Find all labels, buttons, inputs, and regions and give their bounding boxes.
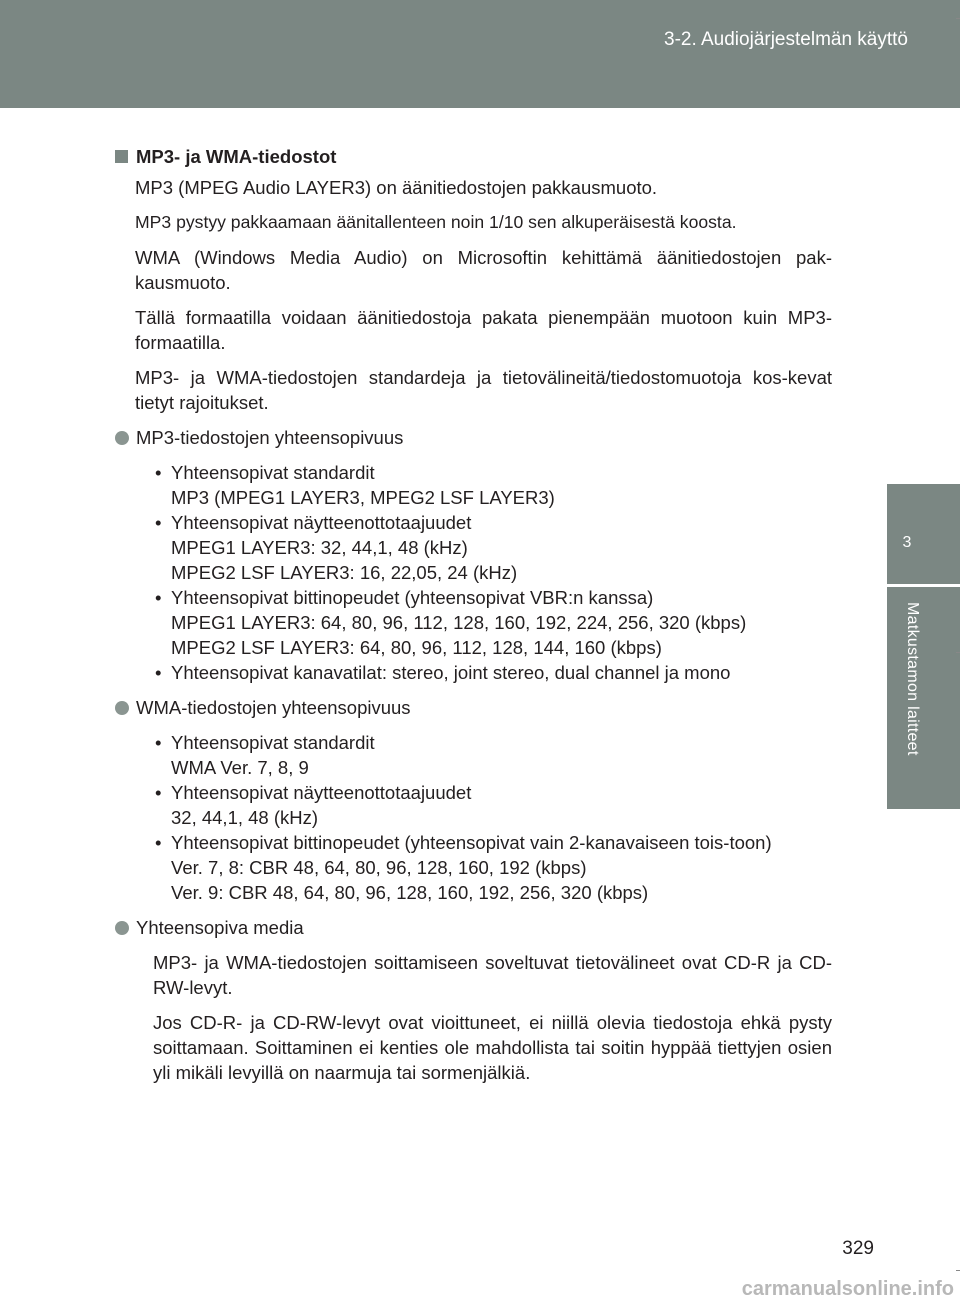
page-number: 329 (842, 1238, 874, 1259)
item-label: Yhteensopivat kanavatilat: stereo, joint stereo, dual channel ja mono (171, 662, 731, 683)
side-tab-divider (887, 584, 960, 587)
list-item (110, 510, 832, 585)
item-detail: Ver. 9: CBR 48, 64, 80, 96, 128, 160, 192, 256, 320 (kbps) (171, 882, 649, 903)
list-item (110, 460, 832, 510)
item-detail: WMA Ver. 7, 8, 9 (171, 757, 309, 778)
crop-mark (956, 1270, 960, 1271)
item-detail: Ver. 7, 8: CBR 48, 64, 80, 96, 128, 160, 192 (kbps) (171, 857, 587, 878)
bullet-dot-icon: • (155, 587, 162, 608)
chapter-side-tab (887, 484, 960, 809)
mp3-subheading (112, 425, 832, 450)
list-item (110, 830, 832, 905)
intro-paragraph: Tällä formaatilla voidaan äänitiedostoja pakata pienempään muotoon kuin MP3-formaatilla. (135, 307, 832, 353)
list-item (110, 730, 832, 780)
item-detail: 32, 44,1, 48 (kHz) (171, 807, 319, 828)
item-label: Yhteensopivat standardit (171, 462, 375, 483)
bullet-dot-icon: • (155, 782, 162, 803)
list-item (110, 780, 832, 830)
chapter-number: 3 (902, 534, 912, 551)
intro-paragraph: MP3- ja WMA-tiedostojen standardeja ja tietovälineitä/tiedostomuotoja kos-kevat tietyt rajoitukset. (135, 367, 832, 413)
header-band (0, 0, 960, 108)
media-paragraph: Jos CD-R- ja CD-RW-levyt ovat vioittuneet, ei niillä olevia tiedostoja ehkä pysty soittamaan. Soittaminen ei kenties ole mahdollista tai soitin hyppää tiettyjen osien yli mikäli levyillä on naarmuja tai sormenjälkiä. (153, 1012, 832, 1083)
circle-bullet-icon (115, 921, 129, 935)
section-heading (110, 144, 832, 169)
item-label: Yhteensopivat bittinopeudet (yhteensopivat VBR:n kanssa) (171, 587, 654, 608)
crop-mark (956, 652, 960, 653)
bullet-dot-icon: • (155, 662, 162, 683)
wma-subheading-text: WMA-tiedostojen yhteensopivuus (136, 697, 411, 718)
circle-bullet-icon (115, 431, 129, 445)
media-paragraph: MP3- ja WMA-tiedostojen soittamiseen soveltuvat tietovälineet ovat CD-R ja CD-RW-levyt. (153, 952, 832, 998)
item-detail: MPEG2 LSF LAYER3: 16, 22,05, 24 (kHz) (171, 562, 518, 583)
item-detail: MP3 (MPEG1 LAYER3, MPEG2 LSF LAYER3) (171, 487, 555, 508)
intro-paragraph: MP3 (MPEG Audio LAYER3) on äänitiedostojen pakkausmuoto. (135, 177, 658, 198)
item-detail: MPEG2 LSF LAYER3: 64, 80, 96, 112, 128, 144, 160 (kbps) (171, 637, 662, 658)
list-item (110, 660, 832, 685)
bullet-dot-icon: • (155, 832, 162, 853)
mp3-subheading-text: MP3-tiedostojen yhteensopivuus (136, 427, 404, 448)
bullet-dot-icon: • (155, 462, 162, 483)
bullet-dot-icon: • (155, 512, 162, 533)
square-bullet-icon (115, 150, 128, 163)
wma-subheading (112, 695, 832, 720)
media-subheading (112, 915, 832, 940)
crop-mark (956, 18, 960, 19)
section-heading-text: MP3- ja WMA-tiedostot (136, 146, 337, 167)
intro-paragraph: MP3 pystyy pakkaamaan äänitallenteen noin 1/10 sen alkuperäisestä koosta. (135, 212, 737, 232)
page-content (110, 144, 832, 1095)
mp3-list (110, 460, 832, 685)
chapter-title: Matkustamon laitteet (904, 602, 921, 756)
wma-list (110, 730, 832, 905)
intro-paragraph: WMA (Windows Media Audio) on Microsoftin kehittämä äänitiedostojen pak-kausmuoto. (135, 247, 832, 293)
item-label: Yhteensopivat näytteenottotaajuudet (171, 782, 472, 803)
item-detail: MPEG1 LAYER3: 64, 80, 96, 112, 128, 160, 192, 224, 256, 320 (kbps) (171, 612, 747, 633)
watermark: carmanualsonline.info (741, 1278, 954, 1300)
bullet-dot-icon: • (155, 732, 162, 753)
item-label: Yhteensopivat näytteenottotaajuudet (171, 512, 472, 533)
circle-bullet-icon (115, 701, 129, 715)
list-item (110, 585, 832, 660)
item-label: Yhteensopivat bittinopeudet (yhteensopivat vain 2-kanavaiseen tois-toon) (171, 832, 772, 853)
item-label: Yhteensopivat standardit (171, 732, 375, 753)
media-subheading-text: Yhteensopiva media (136, 917, 304, 938)
section-title: 3-2. Audiojärjestelmän käyttö (664, 29, 908, 50)
item-detail: MPEG1 LAYER3: 32, 44,1, 48 (kHz) (171, 537, 468, 558)
